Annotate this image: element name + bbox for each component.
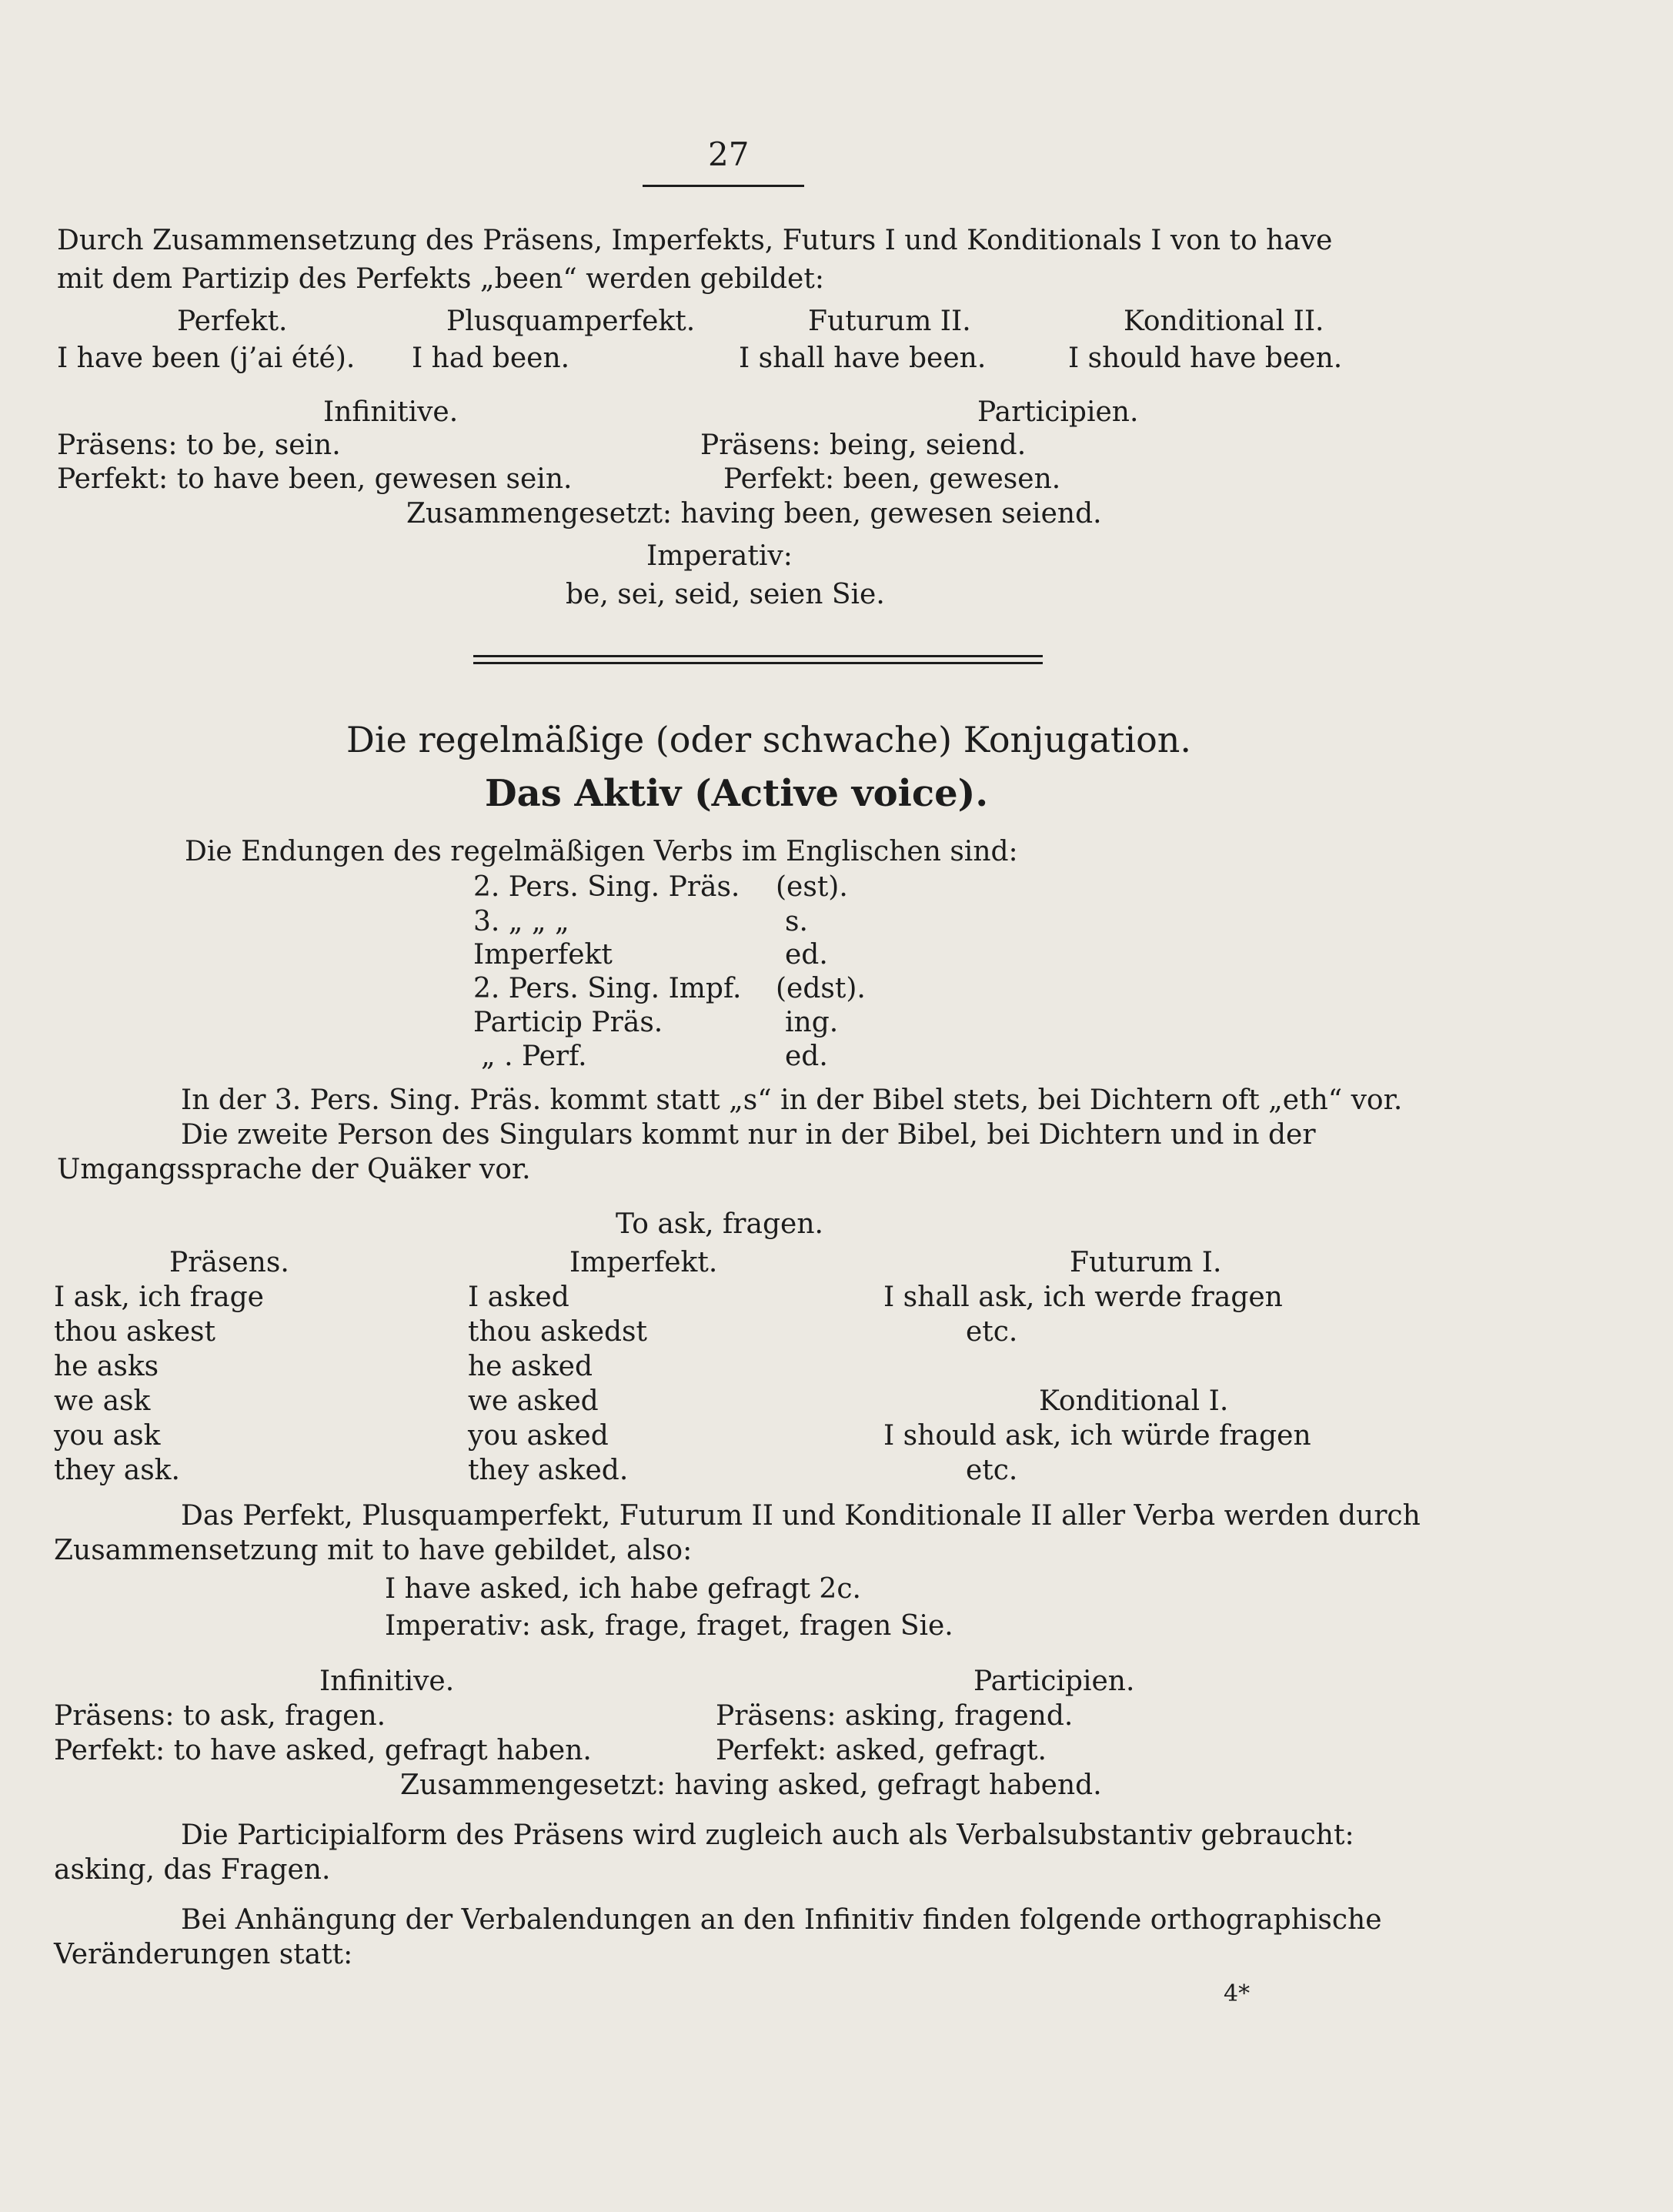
note-second-person-cont: Umgangssprache der Quäker vor.: [57, 1154, 531, 1185]
note-third-person: In der 3. Pers. Sing. Präs. kommt statt „s“ in der Bibel stets, bei Dichtern oft „eth“ vor.: [181, 1084, 1403, 1116]
participle-present-2: Präsens: asking, fragend.: [716, 1700, 1074, 1732]
futurum-1-etc: etc.: [966, 1316, 1018, 1348]
intro-line-1: Durch Zusammensetzung des Präsens, Imperfekts, Futurs I und Konditionals I von to have: [57, 225, 1333, 256]
ending-label: 2. Pers. Sing. Präs.: [473, 871, 740, 903]
participle-note-line-2: asking, das Fragen.: [54, 1854, 331, 1886]
section-heading: Die regelmäßige (oder schwache) Konjugation.: [346, 719, 1192, 760]
col-header-futurum-1: Futurum I.: [1070, 1247, 1222, 1278]
present-form: thou askest: [54, 1316, 215, 1348]
imperfect-form: we asked: [468, 1385, 599, 1417]
konditional-1-heading: Konditional I.: [1039, 1385, 1229, 1417]
imperfect-form: he asked: [468, 1351, 593, 1382]
imperative-heading: Imperativ:: [646, 540, 793, 572]
infinitive-perfect: Perfekt: to have been, gewesen sein.: [57, 463, 573, 495]
futurum-1-form: I shall ask, ich werde fragen: [883, 1281, 1283, 1313]
imperfect-form: they asked.: [468, 1455, 629, 1486]
tense-header-perfekt: Perfekt.: [177, 306, 288, 337]
ending-label: Imperfekt: [473, 939, 613, 971]
ending-value: ed.: [785, 939, 828, 971]
ending-label: 2. Pers. Sing. Impf.: [473, 973, 742, 1004]
ending-label: 3. „ „ „: [473, 906, 569, 937]
ending-value: (est).: [776, 871, 848, 903]
tense-header-futurum-2: Futurum II.: [808, 306, 971, 337]
infinitive-perfect-2: Perfekt: to have asked, gefragt haben.: [54, 1735, 592, 1766]
signature-mark: 4*: [1224, 1980, 1251, 2007]
tense-example-konditional-2: I should have been.: [1068, 342, 1343, 374]
section-divider-top: [473, 655, 1043, 657]
participle-heading: Participien.: [977, 396, 1139, 428]
present-form: they ask.: [54, 1455, 180, 1486]
orthography-note-line-1: Bei Anhängung der Verbalendungen an den Infinitiv finden folgende orthographische: [181, 1904, 1382, 1936]
participle-heading-2: Participien.: [973, 1666, 1135, 1697]
imperfect-form: thou askedst: [468, 1316, 647, 1348]
intro-line-2: mit dem Partizip des Perfekts „been“ werden gebildet:: [57, 263, 824, 295]
imperative-forms: be, sei, seid, seien Sie.: [566, 579, 885, 610]
imperative-forms-2: Imperativ: ask, frage, fraget, fragen Sie.: [385, 1610, 953, 1642]
participle-note-line-1: Die Participialform des Präsens wird zugleich auch als Verbalsubstantiv gebraucht:: [181, 1819, 1354, 1851]
infinitive-present: Präsens: to be, sein.: [57, 429, 341, 461]
present-form: you ask: [54, 1420, 161, 1452]
compound-participle: Zusammengesetzt: having been, gewesen seiend.: [406, 498, 1102, 530]
participle-perfect: Perfekt: been, gewesen.: [723, 463, 1061, 495]
ending-label: „ . Perf.: [481, 1041, 587, 1072]
section-divider-bottom: [473, 662, 1043, 664]
perfect-note-line-2: Zusammensetzung mit to have gebildet, also:: [54, 1535, 693, 1566]
infinitive-present-2: Präsens: to ask, fragen.: [54, 1700, 386, 1732]
konditional-1-form: I should ask, ich würde fragen: [883, 1420, 1311, 1452]
ending-value: s.: [785, 906, 808, 937]
ending-value: ed.: [785, 1041, 828, 1072]
tense-example-plusquamperfekt: I had been.: [412, 342, 570, 374]
verb-title: To ask, fragen.: [616, 1208, 823, 1240]
endings-intro: Die Endungen des regelmäßigen Verbs im Englischen sind:: [185, 836, 1018, 867]
ending-label: Particip Präs.: [473, 1007, 663, 1038]
present-form: we ask: [54, 1385, 151, 1417]
ending-value: ing.: [785, 1007, 839, 1038]
tense-example-futurum-2: I shall have been.: [739, 342, 987, 374]
konditional-1-etc: etc.: [966, 1455, 1018, 1486]
present-form: I ask, ich frage: [54, 1281, 264, 1313]
infinitive-heading-2: Infinitive.: [319, 1666, 455, 1697]
tense-header-plusquamperfekt: Plusquamperfekt.: [446, 306, 696, 337]
page-number: 27: [708, 135, 750, 173]
imperfect-form: I asked: [468, 1281, 569, 1313]
imperfect-form: you asked: [468, 1420, 609, 1452]
tense-example-perfekt: I have been (j’ai été).: [57, 342, 356, 374]
col-header-praesens: Präsens.: [169, 1247, 289, 1278]
orthography-note-line-2: Veränderungen statt:: [54, 1939, 353, 1970]
section-subheading: Das Aktiv (Active voice).: [485, 772, 989, 815]
compound-participle-2: Zusammengesetzt: having asked, gefragt habend.: [400, 1769, 1102, 1801]
perfect-note-line-1: Das Perfekt, Plusquamperfekt, Futurum II und Konditionale II aller Verba werden durch: [181, 1500, 1421, 1532]
tense-header-konditional-2: Konditional II.: [1124, 306, 1324, 337]
ending-value: (edst).: [776, 973, 866, 1004]
infinitive-heading: Infinitive.: [323, 396, 459, 428]
col-header-imperfekt: Imperfekt.: [569, 1247, 718, 1278]
present-form: he asks: [54, 1351, 159, 1382]
note-second-person: Die zweite Person des Singulars kommt nur in der Bibel, bei Dichtern und in der: [181, 1119, 1316, 1151]
perfect-example: I have asked, ich habe gefragt 2c.: [385, 1573, 861, 1605]
page-number-underline: [643, 185, 804, 187]
participle-present: Präsens: being, seiend.: [700, 429, 1027, 461]
participle-perfect-2: Perfekt: asked, gefragt.: [716, 1735, 1047, 1766]
